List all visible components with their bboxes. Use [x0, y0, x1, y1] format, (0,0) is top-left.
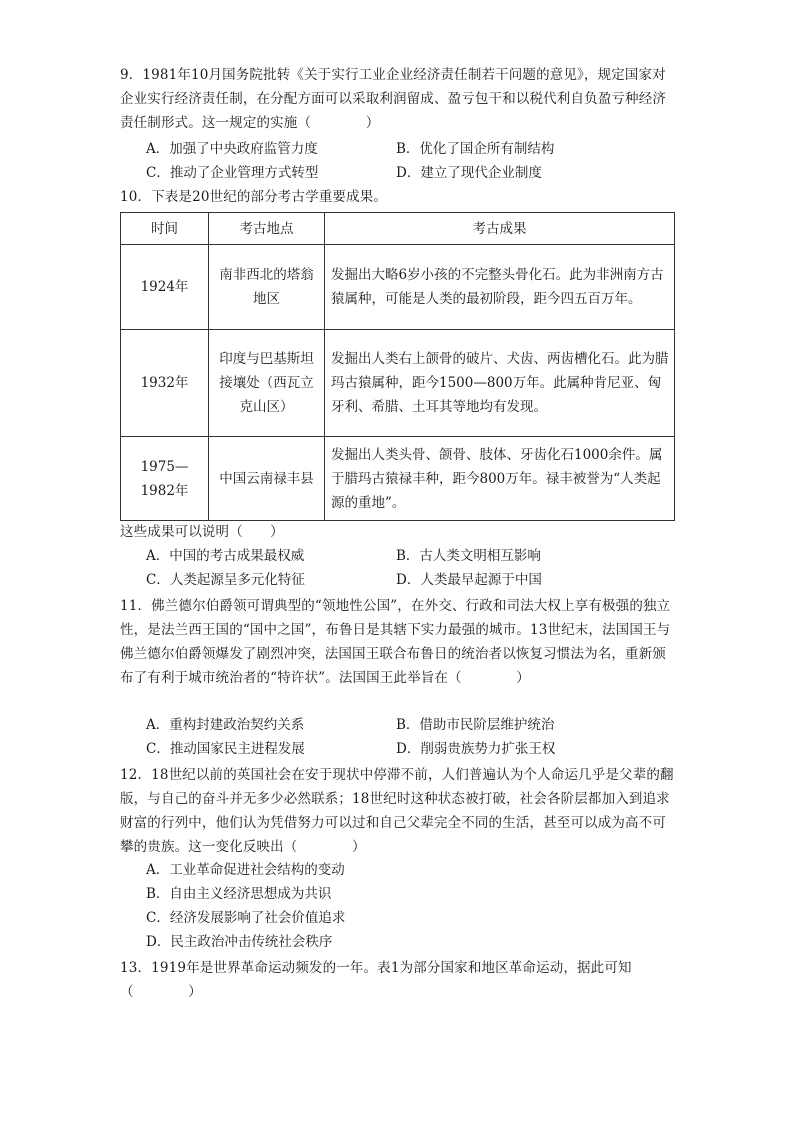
- table-row: [121, 437, 675, 521]
- table-row: [121, 245, 675, 330]
- table-header-time: 时间: [121, 213, 209, 245]
- archaeology-table: [120, 212, 675, 521]
- question-11-stem: 11．佛兰德尔伯爵领可谓典型的“领地性公国”，在外交、行政和司法大权上享有极强的独立性，是法兰西王国的“国中之国”，布鲁日是其辖下实力最强的城市。13世纪末，法国国王与佛兰德尔伯爵领爆发了剧烈冲突，法国国王联合布鲁日的统治者以恢复习惯法为名，重新颁布了有利于城市统治者的“特许状”。法国国王此举旨在（ ）: [120, 598, 671, 686]
- q12-option-c[interactable]: C．经济发展影响了社会价值追求: [146, 910, 346, 926]
- q11-option-d[interactable]: D．削弱贵族势力扩张王权: [396, 740, 556, 757]
- table-row: [121, 330, 675, 437]
- q12-option-a[interactable]: A．工业革命促进社会结构的变动: [146, 862, 345, 878]
- question-13-stem: 13．1919年是世界革命运动频发的一年。表1为部分国家和地区革命运动，据此可知（ ）: [120, 960, 632, 1000]
- row-result: 发掘出大略6岁小孩的不完整头骨化石。此为非洲南方古猿属种，可能是人类的最初阶段，距今四五百万年。: [325, 245, 675, 330]
- q9-option-b[interactable]: B．优化了国企所有制结构: [396, 141, 555, 157]
- table-header-row: [121, 213, 675, 245]
- row-time: 1975—1982年: [121, 437, 209, 521]
- row-place: 印度与巴基斯坦接壤处（西瓦立克山区）: [209, 330, 325, 437]
- row-place: 南非西北的塔翁地区: [209, 245, 325, 330]
- q11-option-c[interactable]: C．推动国家民主进程发展: [146, 740, 305, 757]
- q9-option-d[interactable]: D．建立了现代企业制度: [396, 164, 542, 181]
- q10-option-b[interactable]: B．古人类文明相互影响: [396, 548, 541, 564]
- question-10-stem: 10．下表是20世纪的部分考古学重要成果。: [120, 189, 388, 205]
- q10-option-d[interactable]: D．人类最早起源于中国: [396, 571, 542, 588]
- q9-option-a[interactable]: A．加强了中央政府监管力度: [146, 141, 318, 157]
- question-10-prompt: 这些成果可以说明（ ）: [120, 524, 284, 540]
- question-12-stem: 12．18世纪以前的英国社会在安于现状中停滞不前，人们普遍认为个人命运几乎是父辈的翻版，与自己的奋斗并无多少必然联系；18世纪时这种状态被打破，社会各阶层都加入到追求财富的行列中，他们认为凭借努力可以过和自己父辈完全不同的生活，甚至可以成为高不可攀的贵族。这一变化反映出（ ）: [120, 767, 674, 855]
- q9-option-c[interactable]: C．推动了企业管理方式转型: [146, 164, 319, 181]
- q11-option-b[interactable]: B．借助市民阶层维护统治: [396, 717, 555, 733]
- q12-option-d[interactable]: D．民主政治冲击传统社会秩序: [146, 934, 333, 950]
- row-time: 1932年: [121, 330, 209, 437]
- row-time: 1924年: [121, 245, 209, 330]
- question-9-options: [146, 138, 666, 185]
- q10-option-c[interactable]: C．人类起源呈多元化特征: [146, 571, 305, 588]
- row-place: 中国云南禄丰县: [209, 437, 325, 521]
- question-9-stem: 9．1981年10月国务院批转《关于实行工业企业经济责任制若干问题的意见》，规定国家对企业实行经济责任制，在分配方面可以采取利润留成、盈亏包干和以税代利自负盈亏种经济责任制形式。这一规定的实施（ ）: [120, 67, 666, 131]
- q12-option-b[interactable]: B．自由主义经济思想成为共识: [146, 886, 332, 902]
- question-12-options: [146, 858, 666, 954]
- question-10-options: [146, 545, 666, 592]
- table-header-place: 考古地点: [209, 213, 325, 245]
- question-11-options: [146, 714, 666, 761]
- q10-option-a[interactable]: A．中国的考古成果最权威: [146, 548, 305, 564]
- row-result: 发掘出人类右上颌骨的破片、犬齿、两齿槽化石。此为腊玛古猿属种，距今1500—800万年。此属种肯尼亚、匈牙利、希腊、土耳其等地均有发现。: [325, 330, 675, 437]
- row-result: 发掘出人类头骨、颌骨、肢体、牙齿化石1000余件。属于腊玛古猿禄丰种，距今800万年。禄丰被誉为“人类起源的重地”。: [325, 437, 675, 521]
- table-header-result: 考古成果: [325, 213, 675, 245]
- q11-option-a[interactable]: A．重构封建政治契约关系: [146, 717, 305, 733]
